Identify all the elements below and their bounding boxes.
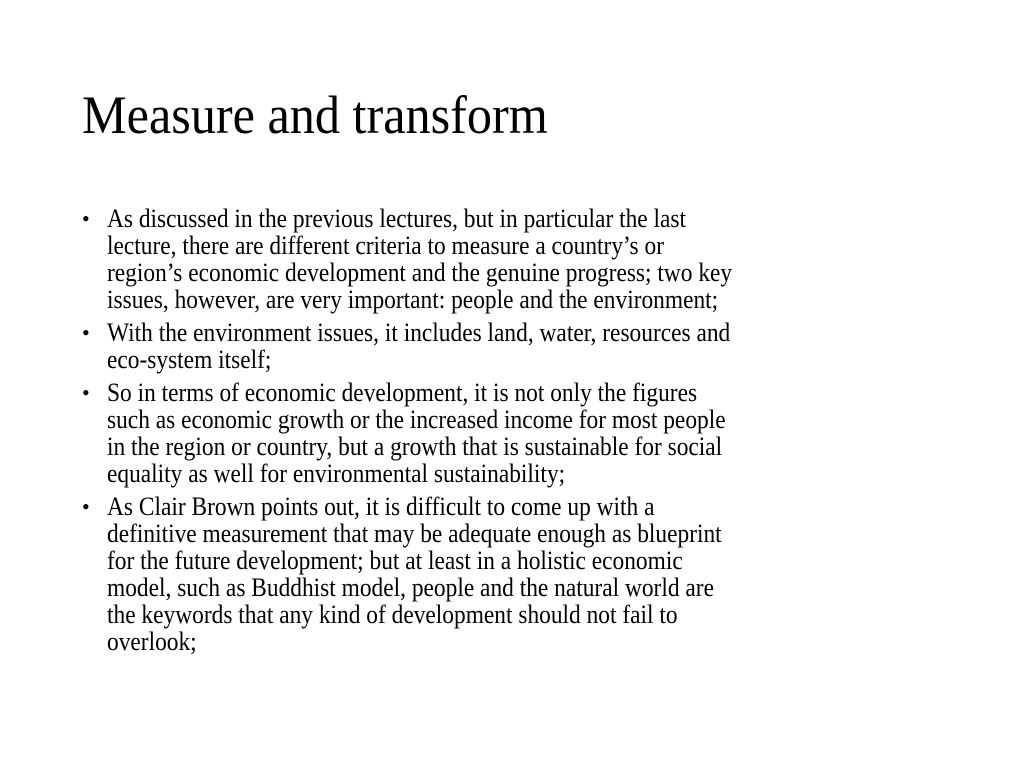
bullet-item xyxy=(82,493,982,655)
bullet-dot-icon: • xyxy=(82,494,90,519)
slide-title: Measure and transform xyxy=(82,85,548,145)
bullet-line: region’s economic development and the genuine progress; two key xyxy=(107,258,733,287)
bullet-line: in the region or country, but a growth that is sustainable for social xyxy=(107,432,723,461)
bullet-line: As discussed in the previous lectures, but in particular the last xyxy=(107,204,687,233)
bullet-item xyxy=(82,379,982,487)
bullet-line: issues, however, are very important: people and the environment; xyxy=(107,285,719,314)
bullet-line: such as economic growth or the increased income for most people xyxy=(107,405,726,434)
bullet-item xyxy=(82,205,982,313)
bullet-dot-icon: • xyxy=(82,320,90,345)
bullet-line: model, such as Buddhist model, people and the natural world are xyxy=(107,573,714,602)
bullet-line: eco-system itself; xyxy=(107,345,272,374)
bullet-item xyxy=(82,319,982,373)
bullet-line: So in terms of economic development, it is not only the figures xyxy=(107,378,698,407)
bullet-line: for the future development; but at least in a holistic economic xyxy=(107,546,683,575)
bullet-list xyxy=(82,205,982,661)
bullet-line: equality as well for environmental sustainability; xyxy=(107,459,566,488)
bullet-line: lecture, there are different criteria to measure a country’s or xyxy=(107,231,664,260)
bullet-line: As Clair Brown points out, it is difficult to come up with a xyxy=(107,492,655,521)
bullet-line: With the environment issues, it includes land, water, resources and xyxy=(107,318,731,347)
bullet-dot-icon: • xyxy=(82,380,90,405)
bullet-line: overlook; xyxy=(107,627,197,656)
bullet-line: definitive measurement that may be adequate enough as blueprint xyxy=(107,519,722,548)
bullet-line: the keywords that any kind of development should not fail to xyxy=(107,600,678,629)
bullet-dot-icon: • xyxy=(82,206,90,231)
